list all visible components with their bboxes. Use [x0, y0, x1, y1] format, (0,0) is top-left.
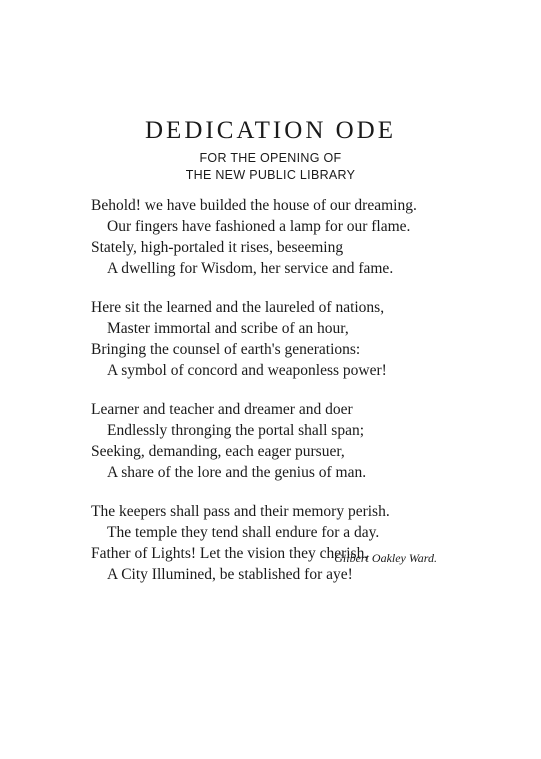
poem-line: Seeking, demanding, each eager pursuer, — [91, 443, 345, 460]
poem-line: Our fingers have fashioned a lamp for our flame. — [107, 218, 411, 235]
poem-line: Father of Lights! Let the vision they cherish, — [91, 545, 369, 562]
poem-subtitle-line-1: FOR THE OPENING OF — [199, 151, 342, 165]
poem-subtitle-line-2: THE NEW PUBLIC LIBRARY — [185, 168, 356, 182]
stanza-4 — [91, 501, 441, 585]
poem-line: Behold! we have builded the house of our dreaming. — [91, 197, 417, 214]
stanza-1 — [91, 195, 441, 279]
poem-line: A dwelling for Wisdom, her service and fame. — [107, 260, 394, 277]
poem-line: A symbol of concord and weaponless power! — [107, 362, 387, 379]
poem-line: Bringing the counsel of earth's generations: — [91, 341, 361, 358]
poem-line: Here sit the learned and the laureled of nations, — [91, 299, 385, 316]
poem-line: Learner and teacher and dreamer and doer — [91, 401, 353, 418]
stanza-3 — [91, 399, 441, 483]
poem-title: DEDICATION ODE — [145, 117, 396, 144]
poem-line: Master immortal and scribe of an hour, — [107, 320, 349, 337]
author-signature: Gilbert Oakley Ward. — [334, 551, 437, 565]
poem-line: The keepers shall pass and their memory perish. — [91, 503, 390, 520]
poem-line: Stately, high-portaled it rises, beseeming — [91, 239, 344, 256]
poem-line: A City Illumined, be stablished for aye! — [107, 566, 353, 583]
poem-line: A share of the lore and the genius of man. — [107, 464, 367, 481]
poem-body — [91, 195, 441, 603]
poem-line: Endlessly thronging the portal shall span; — [107, 422, 365, 439]
stanza-2 — [91, 297, 441, 381]
poem-line: The temple they tend shall endure for a day. — [107, 524, 380, 541]
